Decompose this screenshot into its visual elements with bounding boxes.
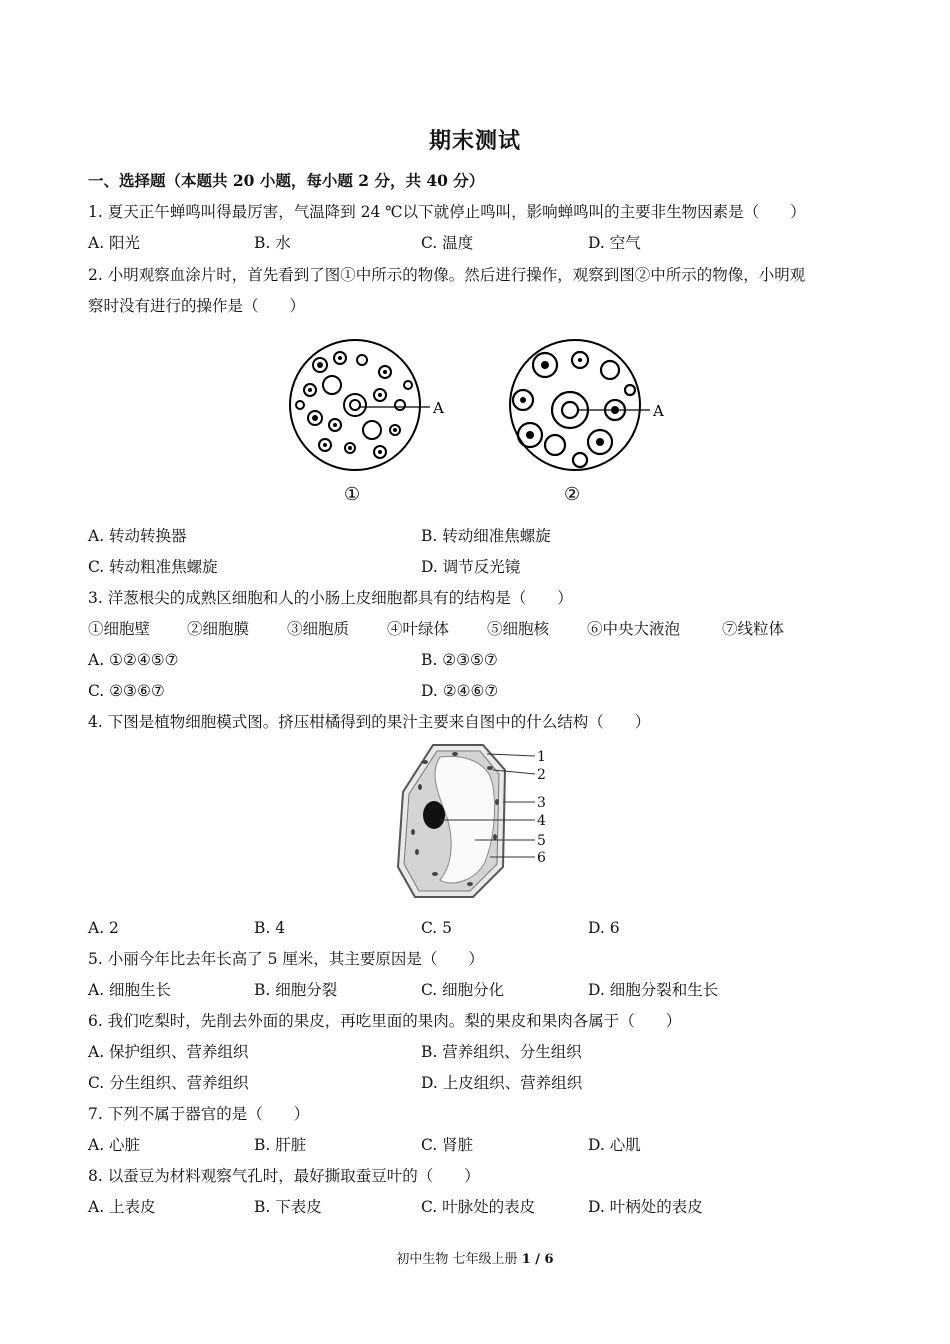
plant-cell-figure bbox=[395, 742, 565, 902]
structure-2: ②细胞膜 bbox=[187, 620, 250, 638]
q7-option-d: D. 心肌 bbox=[588, 1136, 641, 1154]
q3-option-b: B. ②③⑤⑦ bbox=[421, 651, 498, 669]
q6-option-c: C. 分生组织、营养组织 bbox=[88, 1074, 249, 1092]
page-title: 期末测试 bbox=[428, 128, 521, 154]
q5-option-d: D. 细胞分裂和生长 bbox=[588, 981, 719, 999]
footer-subject: 初中生物 七年级上册 bbox=[396, 1252, 522, 1267]
q2-option-d: D. 调节反光镜 bbox=[421, 558, 521, 576]
structure-1: ①细胞壁 bbox=[88, 620, 151, 638]
q5-option-b: B. 细胞分裂 bbox=[254, 981, 338, 999]
pointer-a-1: A bbox=[433, 399, 444, 417]
q4-option-c: C. 5 bbox=[421, 919, 453, 937]
q7-option-c: C. 肾脏 bbox=[421, 1136, 474, 1154]
q6-option-a: A. 保护组织、营养组织 bbox=[88, 1043, 249, 1061]
q2-option-b: B. 转动细准焦螺旋 bbox=[421, 527, 551, 545]
section-heading: 一、选择题（本题共 20 小题，每小题 2 分，共 40 分） bbox=[88, 171, 485, 190]
q8-option-d: D. 叶柄处的表皮 bbox=[588, 1198, 703, 1216]
structure-6: ⑥中央大液泡 bbox=[587, 620, 681, 638]
cell-label-6: 6 bbox=[537, 850, 546, 866]
figure-label-1: ① bbox=[344, 484, 361, 505]
q3-option-a: A. ①②④⑤⑦ bbox=[88, 651, 179, 669]
q1-option-d: D. 空气 bbox=[588, 234, 641, 252]
structure-7: ⑦线粒体 bbox=[722, 620, 785, 638]
structure-4: ④叶绿体 bbox=[387, 620, 450, 638]
q4-option-a: A. 2 bbox=[88, 919, 119, 937]
cell-label-3: 3 bbox=[537, 795, 546, 811]
q2-option-a: A. 转动转换器 bbox=[88, 527, 187, 545]
q4-option-d: D. 6 bbox=[588, 919, 620, 937]
cell-label-1: 1 bbox=[537, 749, 546, 765]
question-1-stem: 1. 夏天正午蝉鸣叫得最厉害，气温降到 24 ℃以下就停止鸣叫，影响蝉鸣叫的主要非生物因素是（ ） bbox=[88, 203, 806, 221]
question-2-stem-line1: 2. 小明观察血涂片时，首先看到了图①中所示的物像。然后进行操作，观察到图②中所示的物像，小明观 bbox=[88, 266, 806, 284]
q6-option-b: B. 营养组织、分生组织 bbox=[421, 1043, 582, 1061]
question-5-stem: 5. 小丽今年比去年长高了 5 厘米，其主要原因是（ ） bbox=[88, 950, 484, 968]
q8-option-b: B. 下表皮 bbox=[254, 1198, 322, 1216]
question-4-stem: 4. 下图是植物细胞模式图。挤压柑橘得到的果汁主要来自图中的什么结构（ ） bbox=[88, 713, 651, 731]
structure-5: ⑤细胞核 bbox=[487, 620, 550, 638]
question-6-stem: 6. 我们吃梨时，先削去外面的果皮，再吃里面的果肉。梨的果皮和果肉各属于（ ） bbox=[88, 1012, 682, 1030]
q7-option-a: A. 心脏 bbox=[88, 1136, 141, 1154]
q1-option-a: A. 阳光 bbox=[88, 234, 141, 252]
cell-label-4: 4 bbox=[537, 813, 546, 829]
question-7-stem: 7. 下列不属于器官的是（ ） bbox=[88, 1105, 310, 1123]
q5-option-a: A. 细胞生长 bbox=[88, 981, 172, 999]
microscope-view-2 bbox=[510, 340, 664, 505]
figure-label-2: ② bbox=[564, 484, 581, 505]
q1-option-b: B. 水 bbox=[254, 234, 291, 252]
question-2-stem-line2: 察时没有进行的操作是（ ） bbox=[88, 297, 306, 315]
q3-option-c: C. ②③⑥⑦ bbox=[88, 682, 165, 700]
q3-option-d: D. ②④⑥⑦ bbox=[421, 682, 499, 700]
pointer-a-2: A bbox=[653, 402, 664, 420]
q8-option-a: A. 上表皮 bbox=[88, 1198, 156, 1216]
page-footer bbox=[0, 1248, 950, 1267]
question-3-stem: 3. 洋葱根尖的成熟区细胞和人的小肠上皮细胞都具有的结构是（ ） bbox=[88, 589, 573, 607]
q6-option-d: D. 上皮组织、营养组织 bbox=[421, 1074, 583, 1092]
cell-label-5: 5 bbox=[537, 833, 546, 849]
cell-label-2: 2 bbox=[537, 767, 546, 783]
q4-option-b: B. 4 bbox=[254, 919, 286, 937]
structure-3: ③细胞质 bbox=[287, 620, 350, 638]
q8-option-c: C. 叶脉处的表皮 bbox=[421, 1198, 536, 1216]
question-8-stem: 8. 以蚕豆为材料观察气孔时，最好撕取蚕豆叶的（ ） bbox=[88, 1167, 480, 1185]
q2-option-c: C. 转动粗准焦螺旋 bbox=[88, 558, 218, 576]
q7-option-b: B. 肝脏 bbox=[254, 1136, 307, 1154]
q5-option-c: C. 细胞分化 bbox=[421, 981, 505, 999]
footer-page-number: 1 / 6 bbox=[521, 1252, 554, 1267]
microscope-view-1 bbox=[290, 340, 444, 505]
q1-option-c: C. 温度 bbox=[421, 234, 474, 252]
microscope-views-figure bbox=[280, 330, 680, 510]
